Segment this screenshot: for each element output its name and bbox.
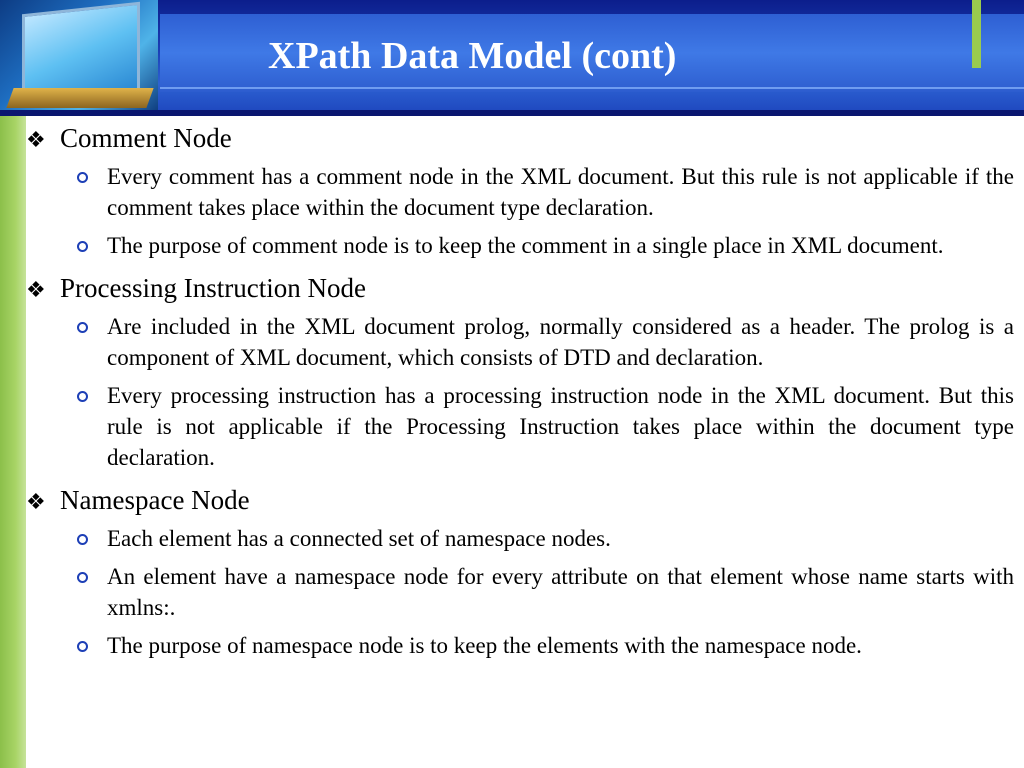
- list-item-text: The purpose of namespace node is to keep the elements with the namespace node.: [107, 633, 862, 658]
- list-item-text: An element have a namespace node for every attribute on that element whose name starts with xmlns:.: [107, 564, 1014, 620]
- diamond-bullet-icon: ❖: [26, 490, 46, 515]
- list-item-text: The purpose of comment node is to keep the comment in a single place in XML document.: [107, 233, 944, 258]
- list-item: [76, 630, 1014, 661]
- list-item-text: Every processing instruction has a processing instruction node in the XML document. But this rule is not applicable if the Processing Instruction takes place within the document type declaration.: [107, 383, 1014, 470]
- left-green-stripe: [0, 116, 26, 768]
- section-heading-text: Comment Node: [60, 123, 232, 153]
- list-item: [76, 230, 1014, 261]
- list-item: [76, 311, 1014, 373]
- list-item-text: Are included in the XML document prolog, normally considered as a header. The prolog is a component of XML document, which consists of DTD and declaration.: [107, 314, 1014, 370]
- section-heading-text: Processing Instruction Node: [60, 273, 366, 303]
- ring-bullet-icon: [77, 241, 88, 252]
- section-processing-instruction-node: [26, 268, 1014, 473]
- slide-title: XPath Data Model (cont): [268, 35, 677, 77]
- section-heading-text: Namespace Node: [60, 485, 250, 515]
- ring-bullet-icon: [77, 641, 88, 652]
- list-item: [76, 523, 1014, 554]
- section-namespace-node: [26, 480, 1014, 661]
- section-heading: [26, 480, 1014, 523]
- ring-bullet-icon: [77, 534, 88, 545]
- section-heading: [26, 118, 1014, 161]
- section-heading: [26, 268, 1014, 311]
- list-item-text: Every comment has a comment node in the XML document. But this rule is not applicable if the comment takes place within the document type declaration.: [107, 164, 1014, 220]
- list-item: [76, 161, 1014, 223]
- slide-content: [26, 118, 1014, 668]
- header-bottom-line: [0, 110, 1024, 116]
- diamond-bullet-icon: ❖: [26, 128, 46, 153]
- monitor-base: [6, 88, 153, 108]
- section-comment-node: [26, 118, 1014, 261]
- ring-bullet-icon: [77, 172, 88, 183]
- ring-bullet-icon: [77, 572, 88, 583]
- list-item: [76, 380, 1014, 473]
- diamond-bullet-icon: ❖: [26, 278, 46, 303]
- ring-bullet-icon: [77, 391, 88, 402]
- monitor-logo-image: [0, 0, 158, 110]
- list-item: [76, 561, 1014, 623]
- header-divider: [160, 87, 1024, 89]
- list-item-text: Each element has a connected set of namespace nodes.: [107, 526, 611, 551]
- ring-bullet-icon: [77, 322, 88, 333]
